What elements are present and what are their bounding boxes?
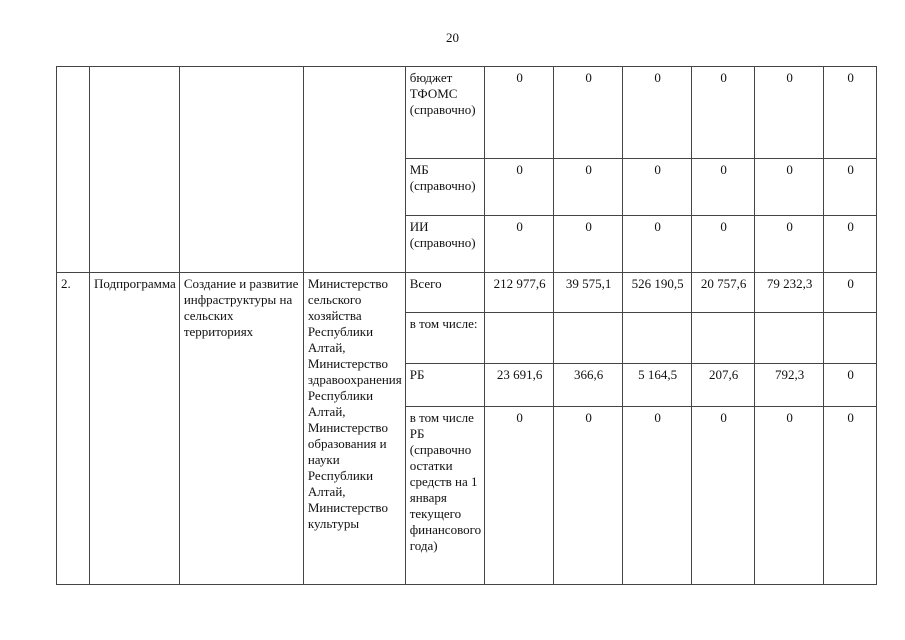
value-cell <box>623 313 692 364</box>
value-cell: 0 <box>824 364 877 407</box>
value-cell: 792,3 <box>755 364 824 407</box>
value-cell: 0 <box>824 273 877 313</box>
table-row <box>57 273 877 313</box>
subprogram-type: Подпрограмма <box>90 273 180 585</box>
value-cell: 0 <box>755 216 824 273</box>
value-cell: 0 <box>824 407 877 585</box>
value-cell: 0 <box>485 407 554 585</box>
value-cell: 0 <box>485 159 554 216</box>
value-cell <box>485 313 554 364</box>
value-cell: 212 977,6 <box>485 273 554 313</box>
value-cell: 0 <box>755 407 824 585</box>
value-cell: 0 <box>692 67 755 159</box>
value-cell: 0 <box>692 159 755 216</box>
value-cell: 79 232,3 <box>755 273 824 313</box>
value-cell: 0 <box>824 159 877 216</box>
value-cell: 0 <box>485 67 554 159</box>
source-cell: МБ (справочно) <box>405 159 484 216</box>
value-cell: 0 <box>623 407 692 585</box>
table-row <box>57 67 877 159</box>
name-cell-empty <box>179 67 303 273</box>
value-cell: 0 <box>824 216 877 273</box>
budget-table <box>56 66 877 585</box>
page-number: 20 <box>446 30 459 45</box>
executor-cell-empty <box>303 67 405 273</box>
value-cell: 0 <box>623 159 692 216</box>
value-cell <box>692 313 755 364</box>
type-cell-empty <box>90 67 180 273</box>
number-cell-empty <box>57 67 90 273</box>
value-cell <box>755 313 824 364</box>
value-cell: 0 <box>692 407 755 585</box>
source-cell: РБ <box>405 364 484 407</box>
value-cell: 0 <box>554 159 623 216</box>
value-cell: 0 <box>554 407 623 585</box>
value-cell: 0 <box>755 67 824 159</box>
value-cell: 0 <box>755 159 824 216</box>
value-cell: 0 <box>485 216 554 273</box>
value-cell: 0 <box>554 67 623 159</box>
value-cell: 0 <box>554 216 623 273</box>
value-cell <box>824 313 877 364</box>
subprogram-number: 2. <box>57 273 90 585</box>
value-cell: 526 190,5 <box>623 273 692 313</box>
value-cell: 20 757,6 <box>692 273 755 313</box>
value-cell: 0 <box>623 67 692 159</box>
value-cell: 5 164,5 <box>623 364 692 407</box>
source-cell: бюджет ТФОМС (справочно) <box>405 67 484 159</box>
value-cell: 366,6 <box>554 364 623 407</box>
value-cell: 207,6 <box>692 364 755 407</box>
subprogram-name: Создание и развитие инфраструктуры на сельских территориях <box>179 273 303 585</box>
value-cell: 0 <box>824 67 877 159</box>
value-cell: 23 691,6 <box>485 364 554 407</box>
value-cell: 39 575,1 <box>554 273 623 313</box>
subprogram-executors: Министерство сельского хозяйства Республики Алтай, Министерство здравоохранения Республики Алтай, Министерство образования и науки Республики Алтай, Министерство культуры <box>303 273 405 585</box>
source-cell: ИИ (справочно) <box>405 216 484 273</box>
value-cell <box>554 313 623 364</box>
value-cell: 0 <box>692 216 755 273</box>
value-cell: 0 <box>623 216 692 273</box>
source-cell: в том числе: <box>405 313 484 364</box>
source-cell: в том числе РБ (справочно остатки средств на 1 января текущего финансового года) <box>405 407 484 585</box>
source-cell: Всего <box>405 273 484 313</box>
